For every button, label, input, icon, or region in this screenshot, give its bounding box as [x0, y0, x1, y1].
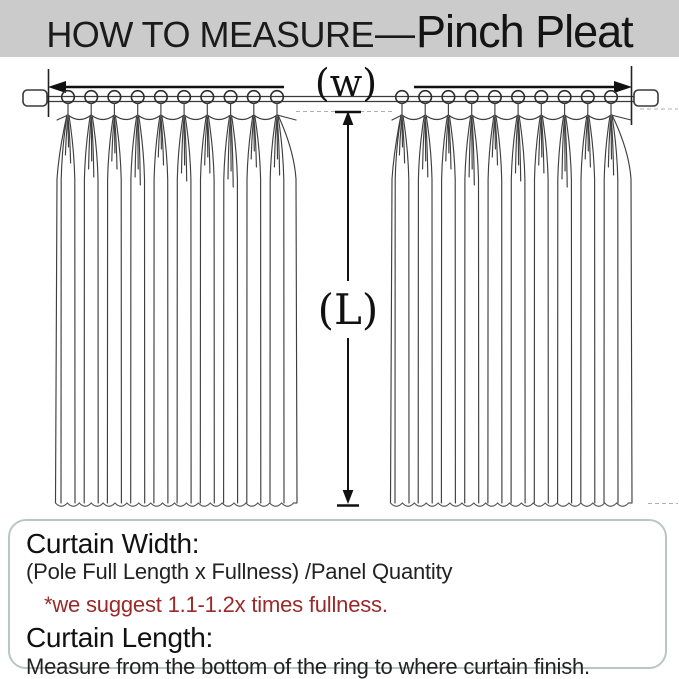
width-arrowhead-right — [614, 81, 632, 93]
panel-top-edge — [392, 115, 631, 120]
pleat-fold — [488, 116, 494, 503]
width-arrowhead-left — [48, 81, 66, 93]
pleat-fold — [519, 116, 525, 503]
pleat-fan-line — [277, 117, 278, 159]
length-label: (L) — [317, 285, 379, 334]
pleat-fold — [84, 116, 90, 503]
finial-right — [634, 90, 658, 106]
pleat-fold — [162, 116, 168, 503]
pleat-fold — [403, 116, 409, 503]
pleat-fold — [200, 116, 206, 503]
pleat-fan-line — [541, 117, 542, 157]
pleat-fold — [224, 116, 230, 503]
pleat-fan-line — [472, 117, 473, 169]
pleat-fan-line — [184, 117, 185, 165]
info-box — [8, 519, 667, 679]
pleat-fold — [208, 116, 214, 503]
pleat-fold — [255, 116, 261, 503]
pleat-fan-line — [611, 117, 612, 159]
pleat-fold — [395, 116, 401, 503]
pleat-fold — [534, 116, 540, 503]
measurement-diagram — [0, 57, 679, 515]
curtain-width-formula: (Pole Full Length x Fullness) /Panel Quantity — [26, 559, 453, 585]
pleat-fan-line — [161, 117, 162, 149]
pleat-fold — [604, 116, 610, 503]
pleat-fan-line — [588, 117, 589, 151]
pleat-fold — [612, 116, 618, 503]
pleat-fold — [558, 116, 564, 503]
pleat-fold — [278, 116, 284, 503]
pleat-fan-line — [425, 117, 426, 161]
pleat-fold — [131, 116, 137, 503]
pleat-fold — [107, 116, 113, 503]
pleat-fold — [465, 116, 471, 503]
pleat-fold — [581, 116, 587, 503]
pleat-fold — [115, 116, 121, 503]
title-bar — [0, 0, 679, 57]
pleat-fold — [270, 116, 276, 503]
pleat-fan-line — [402, 117, 403, 147]
pleat-fold — [61, 116, 67, 503]
pleat-fan-line — [495, 117, 496, 149]
fullness-suggestion-note: *we suggest 1.1-1.2x times fullness. — [44, 591, 388, 617]
panel-side-edge — [612, 115, 632, 503]
pleat-fold — [418, 116, 424, 503]
pleat-fold — [496, 116, 502, 503]
pleat-fan-line — [254, 117, 255, 151]
pleat-fan-line — [114, 117, 115, 153]
pleat-fold — [589, 116, 595, 503]
pleat-fan-line — [68, 117, 69, 147]
pleat-fold — [449, 116, 455, 503]
pleat-fan-line — [207, 117, 208, 157]
pleat-fold — [154, 116, 160, 503]
pleat-fan-line — [138, 117, 139, 169]
curtain-width-heading: Curtain Width: — [26, 528, 200, 559]
curtain-panel-left — [56, 91, 298, 507]
curtain-length-instruction: Measure from the bottom of the ring to where curtain finish. — [26, 653, 590, 679]
pleat-fold — [511, 116, 517, 503]
title-how-to-measure: HOW TO MEASURE — [46, 14, 375, 55]
title-dash: — — [375, 12, 416, 56]
pleat-fold — [247, 116, 253, 503]
curtain-length-heading: Curtain Length: — [26, 622, 213, 654]
finial-left — [23, 90, 47, 106]
pleat-fold — [426, 116, 432, 503]
pleat-fold — [92, 116, 98, 503]
pleat-fan-line — [565, 117, 566, 171]
pleat-fold — [185, 116, 191, 503]
pleat-fold — [69, 116, 75, 503]
pleat-fold — [441, 116, 447, 503]
pleat-fan-line — [91, 117, 92, 161]
pleat-fan-line — [518, 117, 519, 165]
pleat-fold — [542, 116, 548, 503]
length-arrowhead-bottom — [343, 490, 354, 504]
pleat-fan-line — [448, 117, 449, 153]
width-label: (w) — [314, 61, 378, 105]
title-pinch-pleat: Pinch Pleat — [416, 6, 633, 57]
curtain-panel-right — [391, 91, 633, 507]
pleat-fan-line — [231, 117, 232, 171]
panel-side-edge — [278, 115, 297, 503]
pleat-fold — [177, 116, 183, 503]
